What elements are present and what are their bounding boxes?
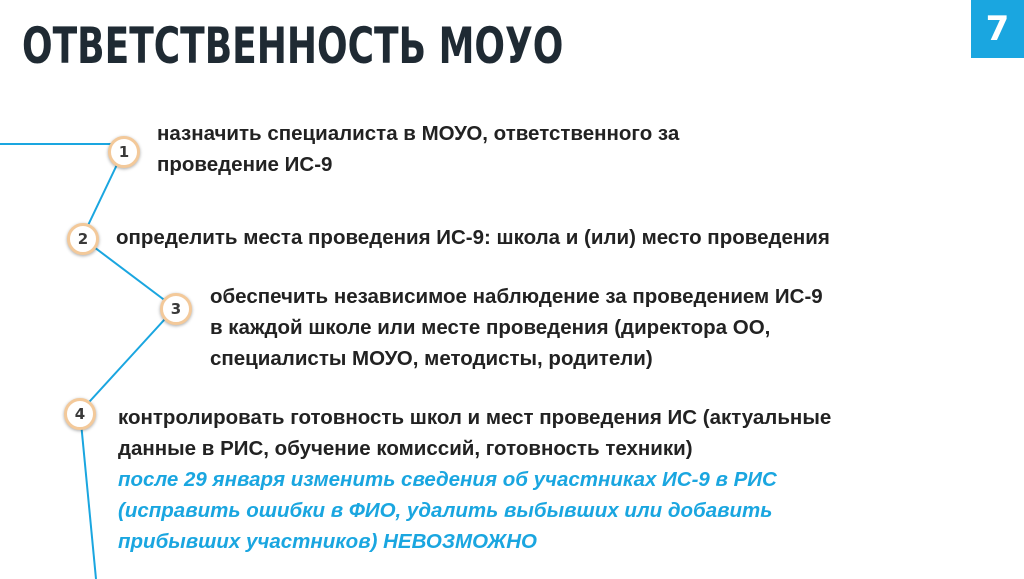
step-marker-4	[64, 398, 96, 430]
step-text-4	[118, 402, 831, 557]
step-text-3	[210, 281, 823, 374]
step-2-line-1: определить места проведения ИС-9: школа и (или) место проведения	[116, 226, 830, 249]
step-4-note-line-3: прибывших участников) НЕВОЗМОЖНО	[118, 530, 537, 553]
step-4-line-2: данные в РИС, обучение комиссий, готовность техники)	[118, 437, 693, 460]
step-text-2	[116, 222, 830, 253]
step-4-note-line-2: (исправить ошибки в ФИО, удалить выбывших или добавить	[118, 499, 773, 522]
step-marker-1	[108, 136, 140, 168]
step-1-line-1: назначить специалиста в МОУО, ответственного за	[157, 122, 680, 145]
step-marker-3	[160, 293, 192, 325]
step-1-line-2: проведение ИС-9	[157, 153, 333, 176]
slide-title: ОТВЕТСТВЕННОСТЬ МОУО	[22, 17, 564, 75]
step-marker-2	[67, 223, 99, 255]
step-text-1	[157, 118, 679, 180]
step-3-line-1: обеспечить независимое наблюдение за проведением ИС-9	[210, 285, 823, 308]
step-number-4: 4	[74, 405, 86, 423]
page-number-badge: 7	[971, 0, 1024, 58]
step-number-2: 2	[77, 230, 89, 248]
step-3-line-3: специалисты МОУО, методисты, родители)	[210, 347, 653, 370]
step-3-line-2: в каждой школе или месте проведения (директора ОО,	[210, 316, 771, 339]
step-4-note-line-1: после 29 января изменить сведения об участниках ИС-9 в РИС	[118, 468, 777, 491]
step-number-1: 1	[118, 143, 130, 161]
step-number-3: 3	[170, 300, 182, 318]
step-4-line-1: контролировать готовность школ и мест проведения ИС (актуальные	[118, 406, 832, 429]
